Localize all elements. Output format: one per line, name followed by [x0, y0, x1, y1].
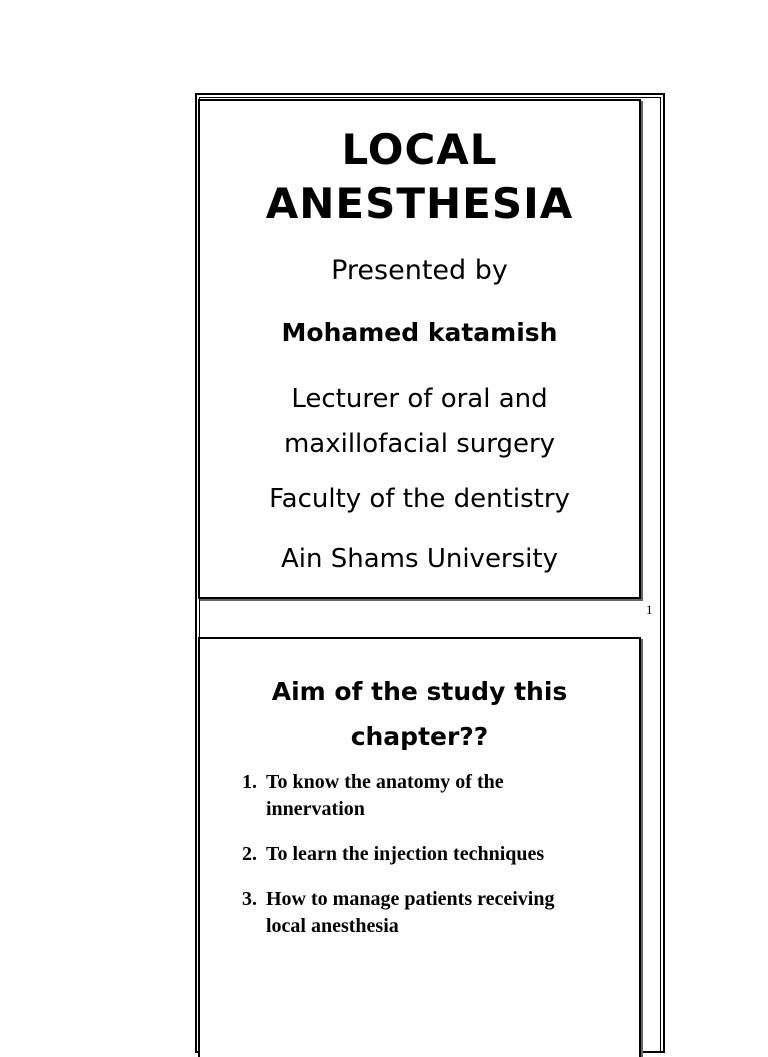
slide-title: [198, 99, 641, 599]
list-item: [242, 841, 622, 868]
title-line-1: LOCAL: [341, 125, 498, 174]
role-line-1: Lecturer of oral and: [291, 384, 548, 414]
list-item-text-line-2: innervation: [266, 798, 365, 820]
slide-aims: [198, 637, 641, 1057]
presenter-role: [200, 377, 639, 467]
aims-heading-line-2: chapter??: [350, 722, 489, 751]
aims-heading-line-1: Aim of the study this: [271, 677, 568, 706]
role-line-2: maxillofacial surgery: [283, 429, 556, 459]
list-item-text-line-1: To learn the injection techniques: [266, 843, 545, 865]
list-item-number: 2.: [242, 843, 257, 865]
list-item: [242, 769, 622, 823]
slide-number: 1: [646, 602, 653, 617]
presenter-name: Mohamed katamish: [281, 318, 558, 347]
list-item-number: 3.: [242, 888, 257, 910]
list-item-text-line-1: To know the anatomy of the: [266, 771, 504, 793]
aims-list: [242, 769, 622, 958]
aims-heading: [200, 669, 639, 759]
title-line-2: ANESTHESIA: [265, 179, 574, 228]
university-name: Ain Shams University: [281, 544, 558, 574]
slide-title-heading: [200, 123, 639, 231]
list-item-number: 1.: [242, 771, 257, 793]
list-item: [242, 886, 622, 940]
list-item-text-line-2: local anesthesia: [266, 915, 399, 937]
presented-by-label: Presented by: [331, 255, 508, 286]
list-item-text-line-1: How to manage patients receiving: [266, 888, 555, 910]
faculty-name: Faculty of the dentistry: [269, 484, 570, 514]
